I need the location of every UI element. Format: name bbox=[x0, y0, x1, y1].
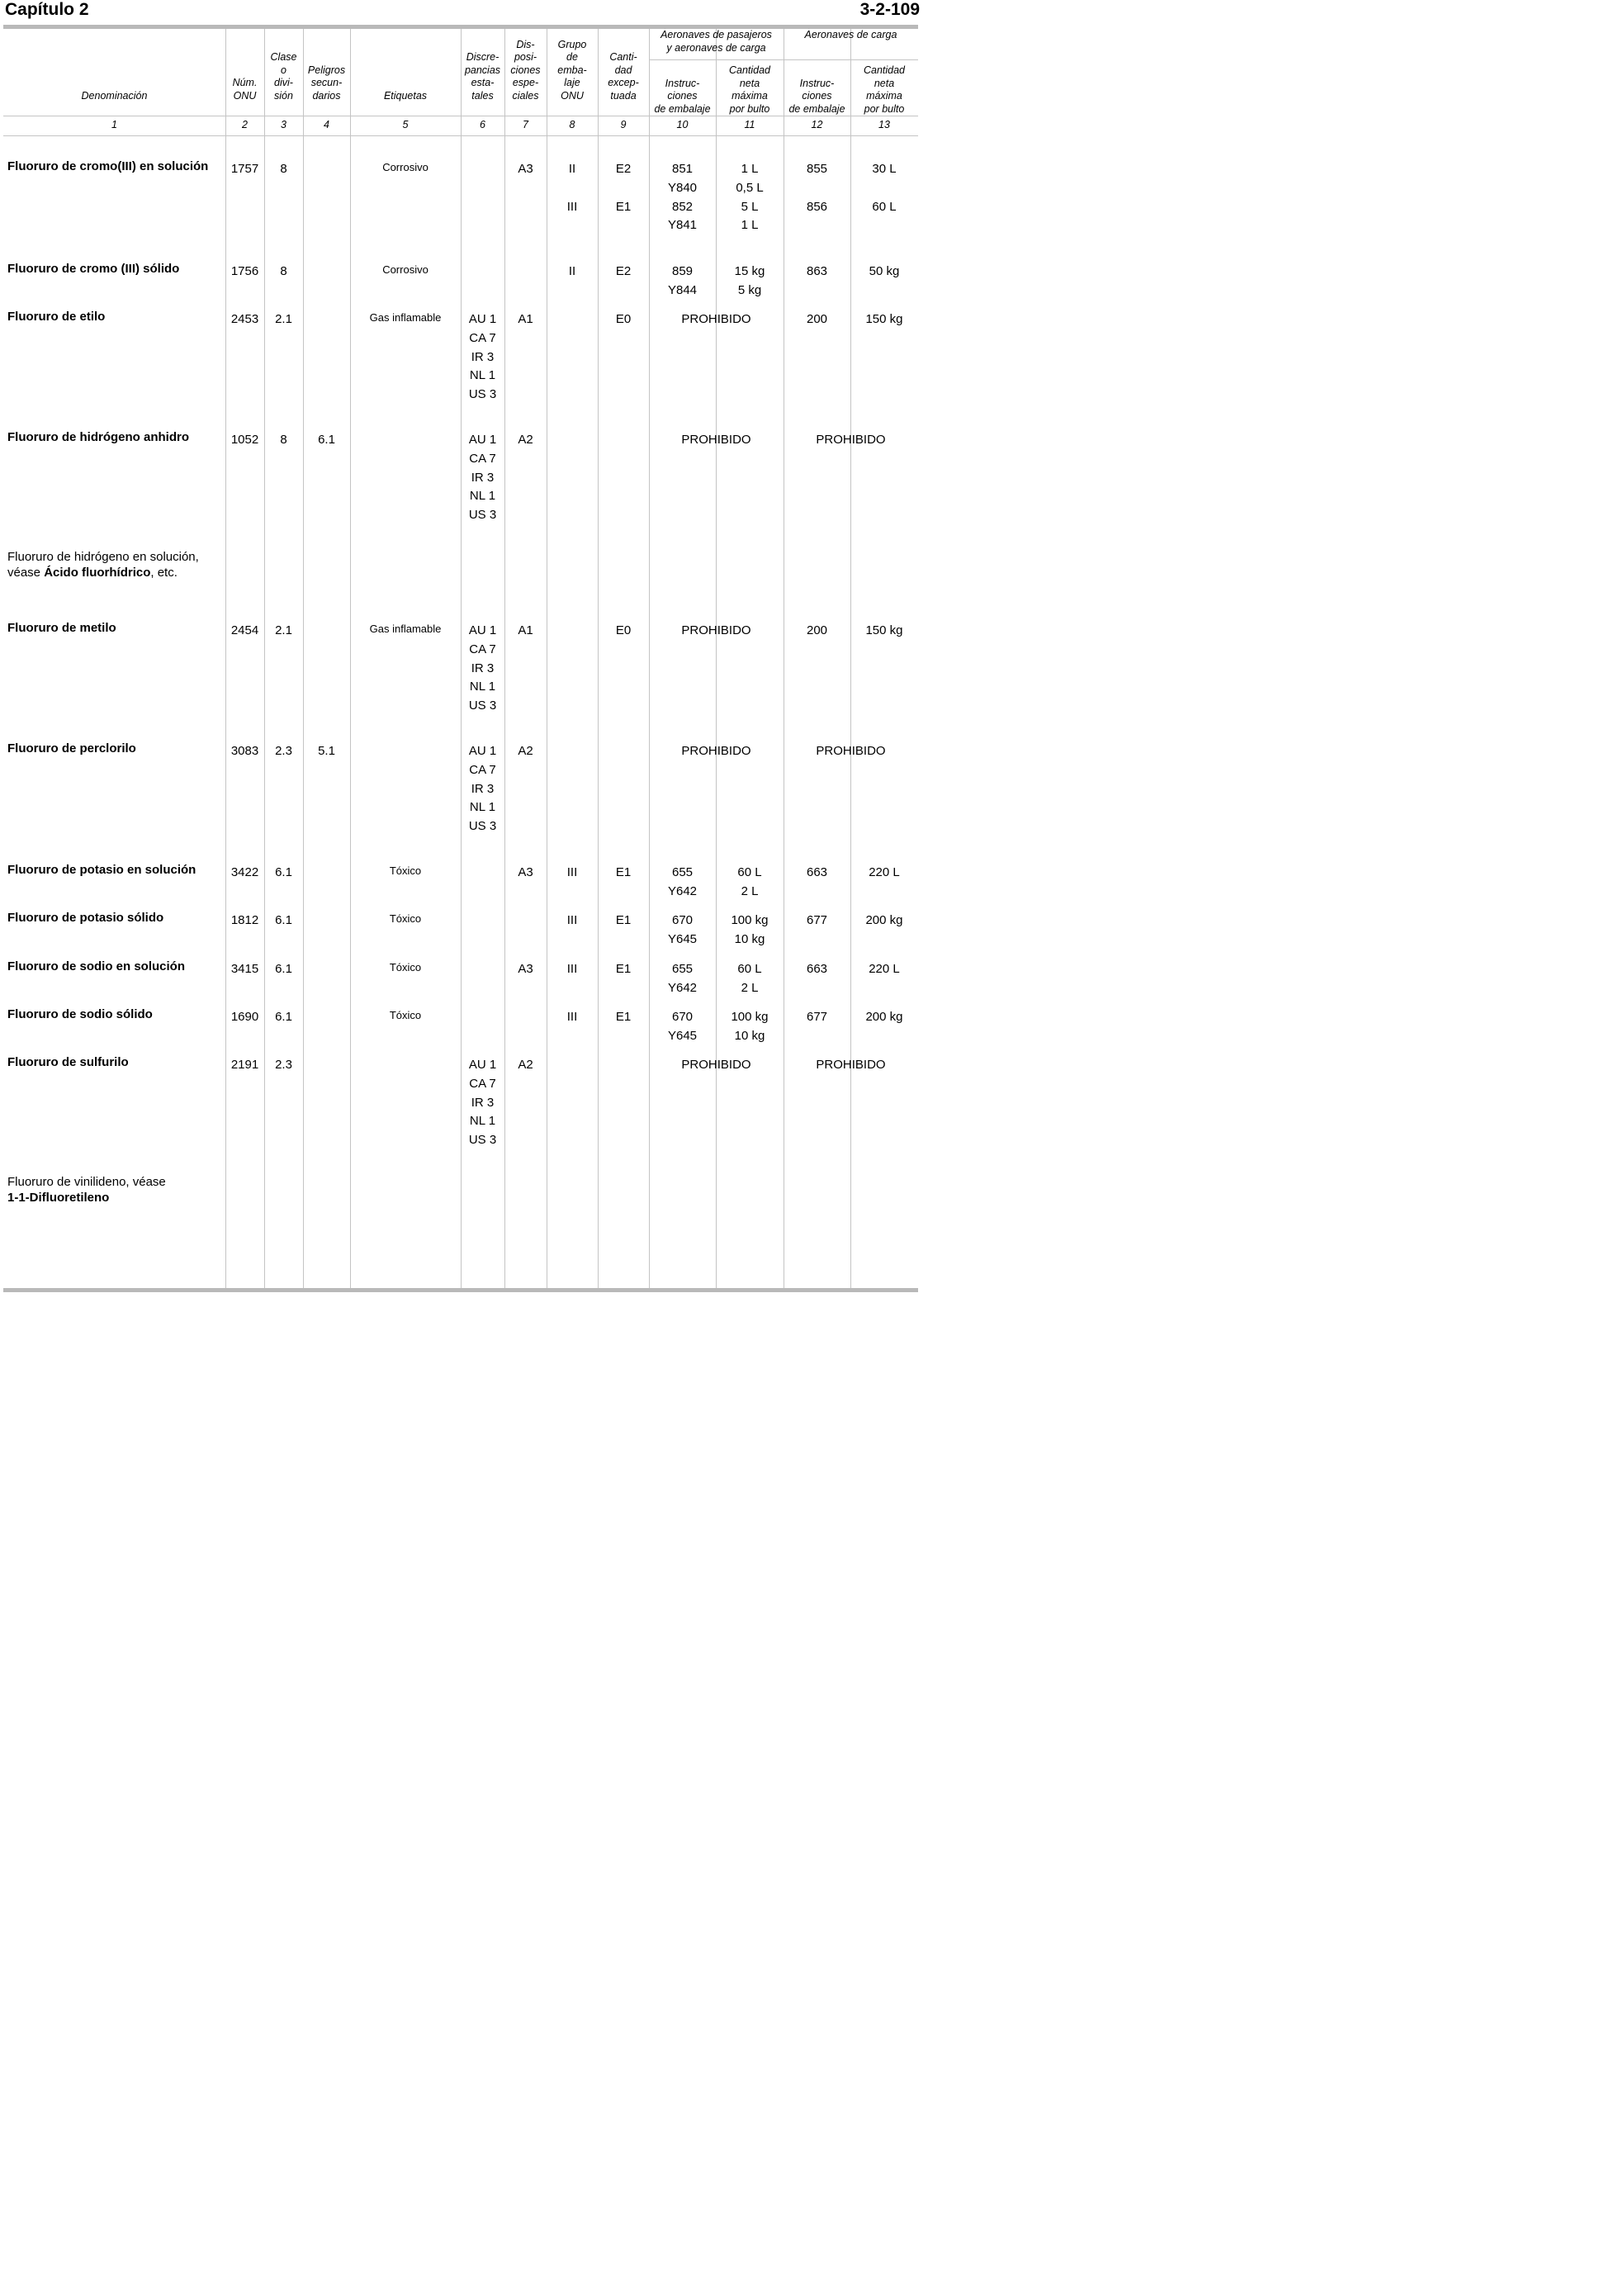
cell-ci: 677 bbox=[806, 913, 828, 927]
col-number: 1 bbox=[111, 119, 117, 130]
cell-var: NL 1 bbox=[469, 489, 496, 504]
cell-ci: 855 bbox=[806, 162, 828, 176]
cell-class: 6.1 bbox=[275, 962, 292, 976]
cell-un-number: 1690 bbox=[230, 1010, 259, 1024]
cell-pq: 10 kg bbox=[734, 931, 765, 946]
cell-pq: 2 L bbox=[741, 883, 759, 898]
cell-un-number: 3083 bbox=[230, 744, 259, 758]
cell-un-number: 1757 bbox=[230, 162, 259, 176]
col-number: 7 bbox=[523, 119, 528, 130]
cell-ex: E2 bbox=[615, 264, 632, 278]
col-header-grupo-label: Grupo de emba- laje ONU bbox=[557, 38, 587, 102]
column-divider bbox=[350, 29, 351, 1288]
cell-un-number: 1756 bbox=[230, 264, 259, 278]
cell-pi: Y645 bbox=[667, 1028, 698, 1043]
col-number: 10 bbox=[676, 119, 689, 130]
cell-cq: 200 kg bbox=[865, 1010, 903, 1024]
col-group-carga: Aeronaves de carga bbox=[804, 29, 897, 40]
cell-var: CA 7 bbox=[469, 1076, 496, 1091]
col-header-cantidad-exceptuada-label: Canti- dad excep- tuada bbox=[608, 51, 639, 102]
cell-class: 8 bbox=[280, 433, 287, 447]
cell-class: 2.3 bbox=[275, 1058, 292, 1072]
col-header-num-onu bbox=[225, 33, 264, 102]
cell-pq: 100 kg bbox=[731, 1010, 769, 1024]
cell-forbidden-cargo: PROHIBIDO bbox=[816, 433, 886, 447]
cell-pq: 1 L bbox=[741, 218, 759, 233]
cell-pg: III bbox=[566, 913, 578, 927]
col-header-disposiciones bbox=[504, 33, 547, 102]
cell-cq: 220 L bbox=[869, 962, 900, 976]
cell-class: 2.3 bbox=[275, 744, 292, 758]
col-number: 12 bbox=[811, 119, 823, 130]
cell-var: AU 1 bbox=[468, 744, 497, 758]
cell-pg: II bbox=[568, 162, 576, 176]
col-header-cantidad-cargo bbox=[850, 63, 918, 116]
cell-var: NL 1 bbox=[469, 1114, 496, 1129]
substance-name: Fluoruro de sodio sólido bbox=[7, 1007, 153, 1021]
column-divider bbox=[303, 29, 304, 1288]
cell-un-number: 2454 bbox=[230, 623, 259, 637]
col-header-discrepancias-label: Discre- pancias esta- tales bbox=[464, 51, 501, 102]
cell-pg: III bbox=[566, 865, 578, 879]
col-number: 9 bbox=[620, 119, 627, 130]
col-number: 13 bbox=[878, 119, 890, 130]
cell-pq: 5 L bbox=[741, 199, 759, 214]
col-header-etiquetas bbox=[350, 33, 461, 102]
cross-reference-line: Fluoruro de vinilideno, véase bbox=[7, 1175, 166, 1189]
substance-name: Fluoruro de perclorilo bbox=[7, 741, 136, 755]
col-header-cantidad-pax bbox=[716, 63, 784, 116]
cell-pg: III bbox=[566, 199, 578, 214]
cell-ex: E1 bbox=[615, 199, 632, 214]
cell-cq: 150 kg bbox=[865, 623, 903, 637]
cell-label: Tóxico bbox=[389, 864, 422, 877]
cell-label: Gas inflamable bbox=[369, 623, 442, 635]
cell-ci: 663 bbox=[806, 865, 828, 879]
cell-var: NL 1 bbox=[469, 800, 496, 815]
cell-un-number: 3415 bbox=[230, 962, 259, 976]
cell-ex: E1 bbox=[615, 962, 632, 976]
cell-cq: 50 kg bbox=[869, 264, 900, 278]
cell-pi: 859 bbox=[671, 264, 694, 278]
cell-pi: 655 bbox=[671, 865, 694, 879]
cell-var: NL 1 bbox=[469, 368, 496, 383]
chapter-title: Capítulo 2 bbox=[5, 0, 89, 19]
col-number: 4 bbox=[324, 119, 329, 130]
cell-ex: E2 bbox=[615, 162, 632, 176]
col-number: 8 bbox=[569, 119, 575, 130]
cell-pg: III bbox=[566, 962, 578, 976]
cell-pi: 670 bbox=[671, 913, 694, 927]
cell-pq: 60 L bbox=[737, 865, 762, 879]
cell-var: IR 3 bbox=[471, 781, 495, 796]
cell-ci: 863 bbox=[806, 264, 828, 278]
col-header-discrepancias bbox=[461, 33, 504, 102]
cell-pi: 852 bbox=[671, 199, 694, 214]
cross-reference-target: Ácido fluorhídrico bbox=[44, 566, 151, 580]
cell-pi: Y645 bbox=[667, 931, 698, 946]
cell-special-provision: A1 bbox=[518, 312, 533, 326]
cell-label: Gas inflamable bbox=[369, 311, 442, 324]
cell-var: NL 1 bbox=[469, 680, 496, 694]
cell-forbidden-passenger: PROHIBIDO bbox=[681, 623, 751, 637]
cell-var: IR 3 bbox=[471, 349, 495, 364]
cell-forbidden-passenger: PROHIBIDO bbox=[681, 744, 751, 758]
cell-ci: 856 bbox=[806, 199, 828, 214]
cell-class: 8 bbox=[280, 162, 287, 176]
cell-cq: 150 kg bbox=[865, 312, 903, 326]
cell-label: Tóxico bbox=[389, 961, 422, 973]
cell-var: US 3 bbox=[468, 699, 497, 713]
cell-un-number: 1052 bbox=[230, 433, 259, 447]
cell-special-provision: A1 bbox=[518, 623, 533, 637]
cell-ex: E0 bbox=[615, 623, 632, 637]
cell-var: IR 3 bbox=[471, 661, 495, 675]
cell-pi: 655 bbox=[671, 962, 694, 976]
cell-label: Tóxico bbox=[389, 912, 422, 925]
substance-name: Fluoruro de sulfurilo bbox=[7, 1055, 129, 1069]
col-group-pasajeros: Aeronaves de pasajeros y aeronaves de carga bbox=[660, 29, 772, 54]
cell-subsidiary: 6.1 bbox=[318, 433, 335, 447]
cell-pq: 10 kg bbox=[734, 1028, 765, 1043]
cell-cq: 60 L bbox=[872, 199, 897, 214]
substance-name: Fluoruro de sodio en solución bbox=[7, 959, 186, 973]
cell-pg: II bbox=[568, 264, 576, 278]
column-divider bbox=[716, 59, 717, 1288]
header-rule bbox=[3, 135, 918, 136]
cell-pi: Y642 bbox=[667, 980, 698, 995]
cell-special-provision: A3 bbox=[518, 865, 533, 879]
column-divider bbox=[225, 29, 226, 1288]
col-header-denominacion-label: Denominación bbox=[81, 89, 148, 102]
cell-ex: E1 bbox=[615, 865, 632, 879]
col-header-grupo bbox=[547, 33, 598, 102]
cell-un-number: 3422 bbox=[230, 865, 259, 879]
col-header-instrucciones-cargo-label: Instruc- ciones de embalaje bbox=[788, 77, 845, 115]
col-header-instrucciones-pax bbox=[649, 63, 716, 116]
cell-var: IR 3 bbox=[471, 1095, 495, 1110]
cell-class: 8 bbox=[280, 264, 287, 278]
cell-var: US 3 bbox=[468, 508, 497, 523]
col-header-cantidad-exceptuada bbox=[598, 33, 649, 102]
cross-reference-suffix: , etc. bbox=[150, 566, 178, 580]
cell-pq: 2 L bbox=[741, 980, 759, 995]
col-header-cantidad-pax-label: Cantidad neta máxima por bulto bbox=[728, 64, 771, 115]
substance-name: Fluoruro de cromo (III) sólido bbox=[7, 262, 180, 276]
col-header-peligros-label: Peligros secun- darios bbox=[307, 64, 346, 102]
cross-reference-line bbox=[7, 565, 178, 580]
cell-special-provision: A2 bbox=[518, 433, 533, 447]
col-header-num-onu-label: Núm. ONU bbox=[232, 77, 258, 102]
cell-pi: Y642 bbox=[667, 883, 698, 898]
cell-var: IR 3 bbox=[471, 470, 495, 485]
cell-label: Corrosivo bbox=[382, 263, 428, 276]
col-header-cantidad-cargo-label: Cantidad neta máxima por bulto bbox=[863, 64, 906, 115]
cell-var: US 3 bbox=[468, 387, 497, 402]
cell-label: Corrosivo bbox=[382, 161, 428, 173]
col-header-instrucciones-cargo bbox=[784, 63, 850, 116]
cell-cq: 30 L bbox=[872, 162, 897, 176]
cell-ci: 663 bbox=[806, 962, 828, 976]
column-divider bbox=[598, 29, 599, 1288]
col-header-denominacion bbox=[3, 33, 225, 102]
cell-class: 6.1 bbox=[275, 865, 292, 879]
cell-var: US 3 bbox=[468, 1133, 497, 1148]
cell-ci: 677 bbox=[806, 1010, 828, 1024]
cell-label: Tóxico bbox=[389, 1009, 422, 1021]
bottom-rule bbox=[3, 1288, 918, 1292]
cross-reference-line bbox=[7, 1190, 109, 1205]
cell-forbidden-passenger: PROHIBIDO bbox=[681, 1058, 751, 1072]
col-header-instrucciones-pax-label: Instruc- ciones de embalaje bbox=[654, 77, 711, 115]
cell-pi: Y841 bbox=[667, 218, 698, 233]
cell-var: AU 1 bbox=[468, 312, 497, 326]
cell-class: 2.1 bbox=[275, 623, 292, 637]
header-group-rule bbox=[649, 59, 918, 60]
cell-pq: 5 kg bbox=[737, 282, 762, 297]
cell-forbidden-passenger: PROHIBIDO bbox=[681, 433, 751, 447]
cross-reference-line: Fluoruro de hidrógeno en solución, bbox=[7, 550, 199, 564]
col-number: 2 bbox=[242, 119, 248, 130]
substance-name: Fluoruro de etilo bbox=[7, 310, 106, 324]
cell-ex: E1 bbox=[615, 913, 632, 927]
column-divider bbox=[850, 59, 851, 1288]
cross-reference-prefix: véase bbox=[7, 566, 45, 580]
cell-var: AU 1 bbox=[468, 623, 497, 637]
cell-pq: 0,5 L bbox=[736, 180, 764, 195]
col-header-etiquetas-label: Etiquetas bbox=[383, 89, 428, 102]
cell-pi: 851 bbox=[671, 162, 694, 176]
col-header-clase bbox=[264, 33, 303, 102]
cell-ex: E1 bbox=[615, 1010, 632, 1024]
col-number: 3 bbox=[281, 119, 286, 130]
cell-pi: Y844 bbox=[667, 282, 698, 297]
cell-var: US 3 bbox=[468, 819, 497, 834]
cross-reference-target: 1-1-Difluoretileno bbox=[7, 1191, 110, 1205]
cell-var: AU 1 bbox=[468, 433, 497, 447]
cell-pq: 60 L bbox=[737, 962, 762, 976]
cell-pi: 670 bbox=[671, 1010, 694, 1024]
substance-name: Fluoruro de potasio en solución bbox=[7, 863, 196, 877]
cell-un-number: 1812 bbox=[230, 913, 259, 927]
cell-forbidden-cargo: PROHIBIDO bbox=[816, 744, 886, 758]
cell-var: CA 7 bbox=[469, 642, 496, 656]
cell-un-number: 2191 bbox=[230, 1058, 259, 1072]
cell-special-provision: A2 bbox=[518, 744, 533, 758]
cell-cq: 220 L bbox=[869, 865, 900, 879]
column-divider bbox=[504, 29, 505, 1288]
col-number: 6 bbox=[480, 119, 485, 130]
substance-name: Fluoruro de cromo(III) en solución bbox=[7, 159, 209, 173]
cell-ci: 200 bbox=[806, 312, 828, 326]
column-divider bbox=[264, 29, 265, 1288]
cell-class: 6.1 bbox=[275, 913, 292, 927]
cell-un-number: 2453 bbox=[230, 312, 259, 326]
cell-pg: III bbox=[566, 1010, 578, 1024]
col-header-disposiciones-label: Dis- posi- ciones espe- ciales bbox=[510, 38, 541, 102]
col-header-peligros bbox=[303, 33, 350, 102]
col-number: 11 bbox=[744, 119, 755, 130]
cell-var: CA 7 bbox=[469, 762, 496, 777]
col-header-clase-label: Clase o divi- sión bbox=[270, 51, 297, 102]
page-number: 3-2-109 bbox=[859, 0, 920, 19]
cell-var: AU 1 bbox=[468, 1058, 497, 1072]
col-number: 5 bbox=[402, 119, 409, 130]
cell-pq: 100 kg bbox=[731, 913, 769, 927]
cell-var: CA 7 bbox=[469, 451, 496, 466]
cell-pi: Y840 bbox=[667, 180, 698, 195]
cell-class: 6.1 bbox=[275, 1010, 292, 1024]
cell-ex: E0 bbox=[615, 312, 632, 326]
cell-forbidden-cargo: PROHIBIDO bbox=[816, 1058, 886, 1072]
cell-subsidiary: 5.1 bbox=[318, 744, 335, 758]
cell-class: 2.1 bbox=[275, 312, 292, 326]
cell-special-provision: A3 bbox=[518, 962, 533, 976]
cell-special-provision: A2 bbox=[518, 1058, 533, 1072]
cell-cq: 200 kg bbox=[865, 913, 903, 927]
substance-name: Fluoruro de potasio sólido bbox=[7, 911, 164, 925]
cell-ci: 200 bbox=[806, 623, 828, 637]
cell-forbidden-passenger: PROHIBIDO bbox=[681, 312, 751, 326]
substance-name: Fluoruro de metilo bbox=[7, 621, 116, 635]
substance-name: Fluoruro de hidrógeno anhidro bbox=[7, 430, 189, 444]
cell-var: CA 7 bbox=[469, 330, 496, 345]
cell-pq: 1 L bbox=[741, 162, 759, 176]
cell-pq: 15 kg bbox=[734, 264, 765, 278]
cell-special-provision: A3 bbox=[518, 162, 533, 176]
